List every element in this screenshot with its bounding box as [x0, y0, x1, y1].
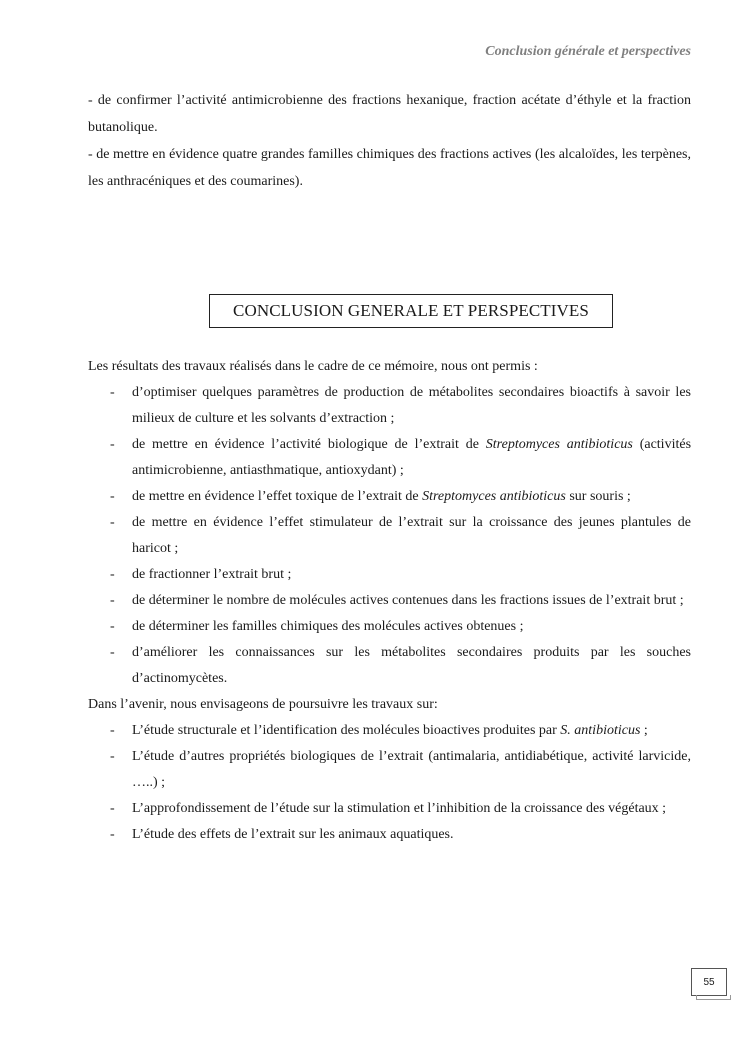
future-intro: Dans l’avenir, nous envisageons de poursuivre les travaux sur: — [88, 697, 438, 712]
list-item: - de fractionner l’extrait brut ; — [88, 562, 691, 588]
results-list — [88, 380, 691, 692]
future-list — [88, 718, 691, 848]
section-title: CONCLUSION GENERALE ET PERSPECTIVES — [233, 301, 589, 320]
list-item: - L’étude des effets de l’extrait sur les animaux aquatiques. — [88, 822, 691, 848]
list-item: - de déterminer le nombre de molécules actives contenues dans les fractions issues de l’extrait brut ; — [88, 588, 691, 614]
list-item: - L’étude d’autres propriétés biologiques de l’extrait (antimalaria, antidiabétique, activité larvicide, …..) ; — [88, 744, 691, 796]
paragraph: - de confirmer l’activité antimicrobienne des fractions hexanique, fraction acétate d’éthyle et la fraction butanolique. — [88, 93, 691, 135]
species-name: Streptomyces antibioticus — [422, 489, 566, 504]
preceding-text — [88, 87, 691, 195]
running-header: Conclusion générale et perspectives — [485, 44, 691, 59]
list-item: - de mettre en évidence l’effet stimulateur de l’extrait sur la croissance des jeunes plantules de haricot ; — [88, 510, 691, 562]
paragraph: - de mettre en évidence quatre grandes familles chimiques des fractions actives (les alcaloïdes, les terpènes, les anthracéniques et des coumarines). — [88, 147, 691, 189]
section-title-box — [209, 294, 613, 328]
page-number: 55 — [691, 968, 727, 996]
species-name: S. antibioticus — [560, 723, 641, 738]
list-item: - de mettre en évidence l’effet toxique de l’extrait de Streptomyces antibioticus sur souris ; — [88, 484, 691, 510]
list-item: - de mettre en évidence l’activité biologique de l’extrait de Streptomyces antibioticus (activités antimicrobienne, antiasthmatique, antioxydant) ; — [88, 432, 691, 484]
list-item: - de déterminer les familles chimiques des molécules actives obtenues ; — [88, 614, 691, 640]
list-item: - d’améliorer les connaissances sur les métabolites secondaires produits par les souches d’actinomycètes. — [88, 640, 691, 692]
list-item: - L’étude structurale et l’identification des molécules bioactives produites par S. antibioticus ; — [88, 718, 691, 744]
list-item: - L’approfondissement de l’étude sur la stimulation et l’inhibition de la croissance des végétaux ; — [88, 796, 691, 822]
results-intro: Les résultats des travaux réalisés dans le cadre de ce mémoire, nous ont permis : — [88, 359, 538, 374]
species-name: Streptomyces antibioticus — [485, 437, 633, 452]
list-item: - d’optimiser quelques paramètres de production de métabolites secondaires bioactifs à savoir les milieux de culture et les solvants d’extraction ; — [88, 380, 691, 432]
conclusion-body — [88, 354, 691, 848]
